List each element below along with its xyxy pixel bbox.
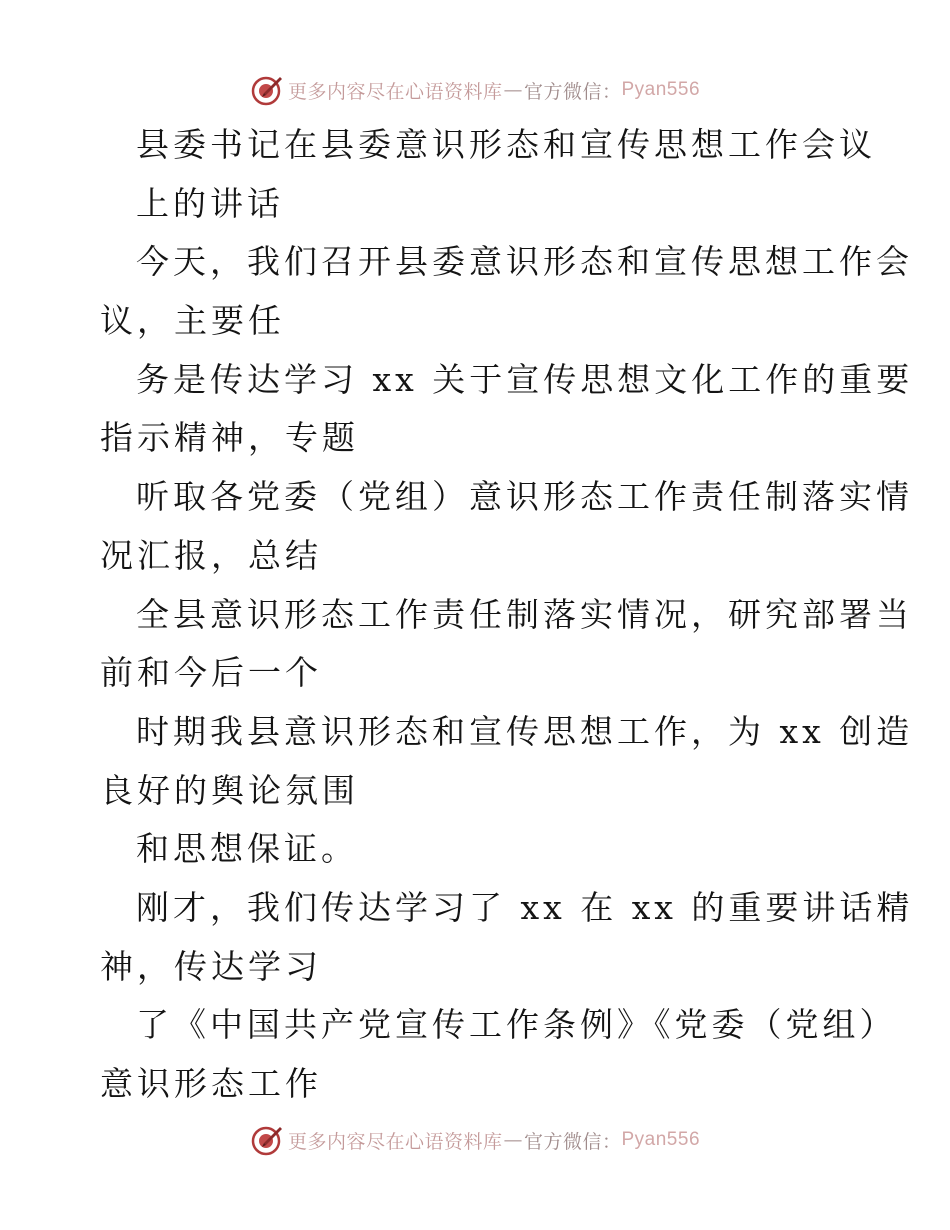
watermark-wechat-id: Pyan556 <box>621 1129 701 1150</box>
paragraph-line: 议，主要任 <box>100 301 285 341</box>
paragraph-line: 和思想保证。 <box>136 829 358 869</box>
title-line-2: 上的讲话 <box>136 183 284 223</box>
footer-watermark <box>0 1120 950 1160</box>
paragraph-line: 全县意识形态工作责任制落实情况，研究部署当 <box>136 594 913 634</box>
paragraph-line: 刚才，我们传达学习了 xx 在 xx 的重要讲话精 <box>136 887 914 927</box>
paragraph-line: 神，传达学习 <box>100 946 322 986</box>
paragraph-line: 务是传达学习 xx 关于宣传思想文化工作的重要 <box>136 359 914 399</box>
paragraph-line: 今天，我们召开县委意识形态和宣传思想工作会 <box>136 242 913 282</box>
watermark-wechat-label: 官方微信： <box>523 80 622 103</box>
paragraph-line: 时期我县意识形态和宣传思想工作，为 xx 创造 <box>136 711 914 751</box>
watermark-site-text: 更多内容尽在心语资料库 <box>287 1130 503 1153</box>
watermark-wechat-label: 官方微信： <box>523 1130 622 1153</box>
paragraph-line: 良好的舆论氛围 <box>100 770 359 810</box>
paragraph-line: 了《中国共产党宣传工作条例》《党委（党组） <box>136 1005 897 1045</box>
paragraph-line: 意识形态工作 <box>100 1064 322 1103</box>
watermark-site-text: 更多内容尽在心语资料库 <box>287 80 503 103</box>
watermark-wechat-id: Pyan556 <box>621 79 701 100</box>
watermark-dash: — <box>503 1129 523 1151</box>
watermark-dash: — <box>503 79 523 101</box>
title-line-1: 县委书记在县委意识形态和宣传思想工作会议 <box>136 125 876 164</box>
paragraph-line: 指示精神，专题 <box>100 418 359 458</box>
header-watermark <box>0 70 950 110</box>
paragraph-line: 听取各党委（党组）意识形态工作责任制落实情 <box>136 477 913 517</box>
paragraph-line: 前和今后一个 <box>100 653 322 693</box>
document-body <box>100 116 914 1114</box>
pen-logo-icon <box>250 73 284 107</box>
pen-logo-icon <box>250 1123 284 1157</box>
paragraph-line: 况汇报，总结 <box>100 535 322 575</box>
